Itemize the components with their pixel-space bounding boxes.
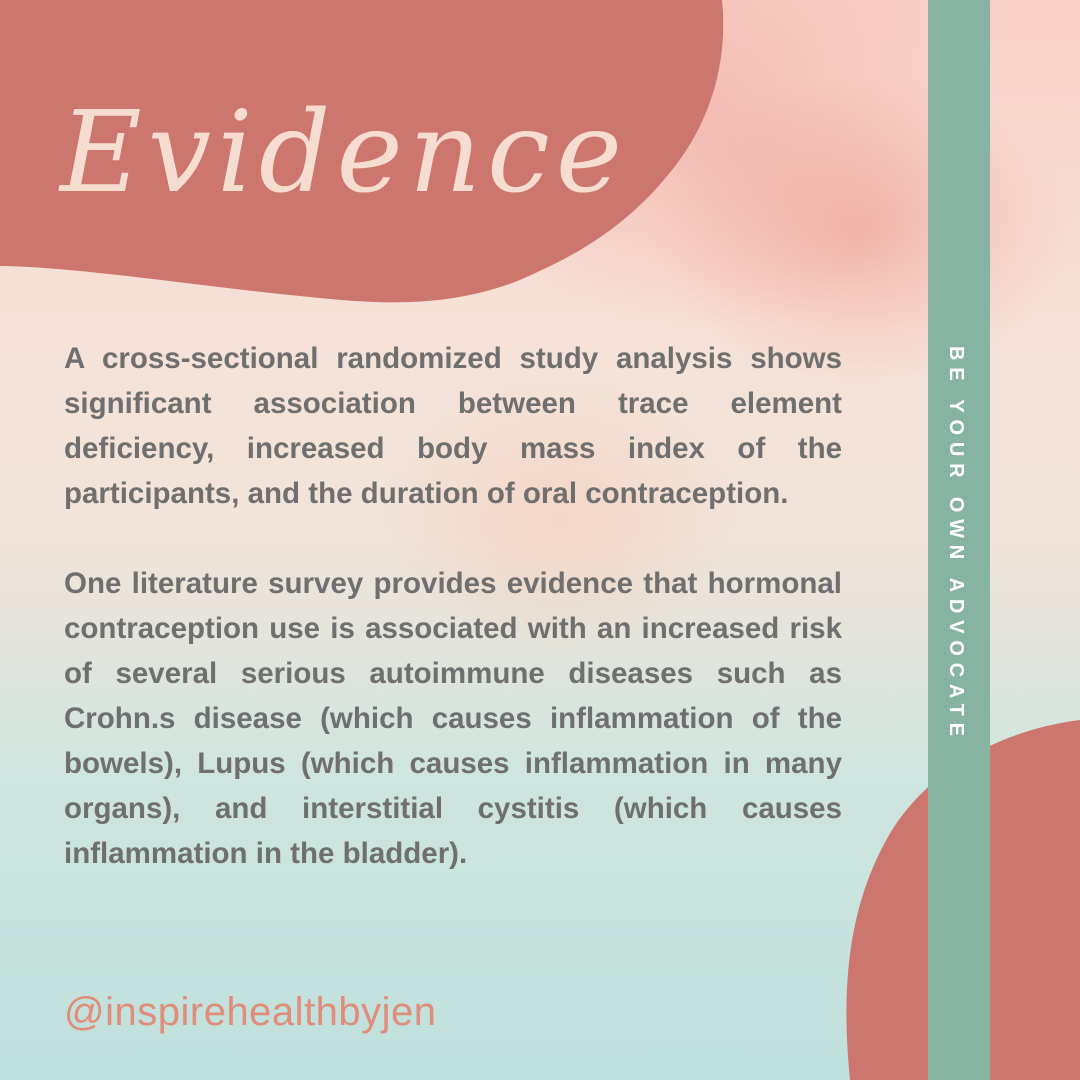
social-handle: @inspirehealthbyjen: [64, 990, 437, 1034]
page-title: Evidence: [60, 88, 628, 218]
side-banner-text: BE YOUR OWN ADVOCATE: [945, 346, 967, 743]
paragraph-survey: One literature survey provides evidence that hormonal contraception use is associated with an increased risk of several serious autoimmune diseases such as Crohn.s disease (which causes inflammation of the bowels), Lupus (which causes inflammation in many organs), and interstitial cystitis (which causes inflammation in the bladder).: [64, 567, 842, 870]
paragraph-study: A cross-sectional randomized study analysis shows significant association between trace element deficiency, increased body mass index of the participants, and the duration of oral contraception.: [64, 342, 842, 510]
body-text: [64, 336, 842, 921]
